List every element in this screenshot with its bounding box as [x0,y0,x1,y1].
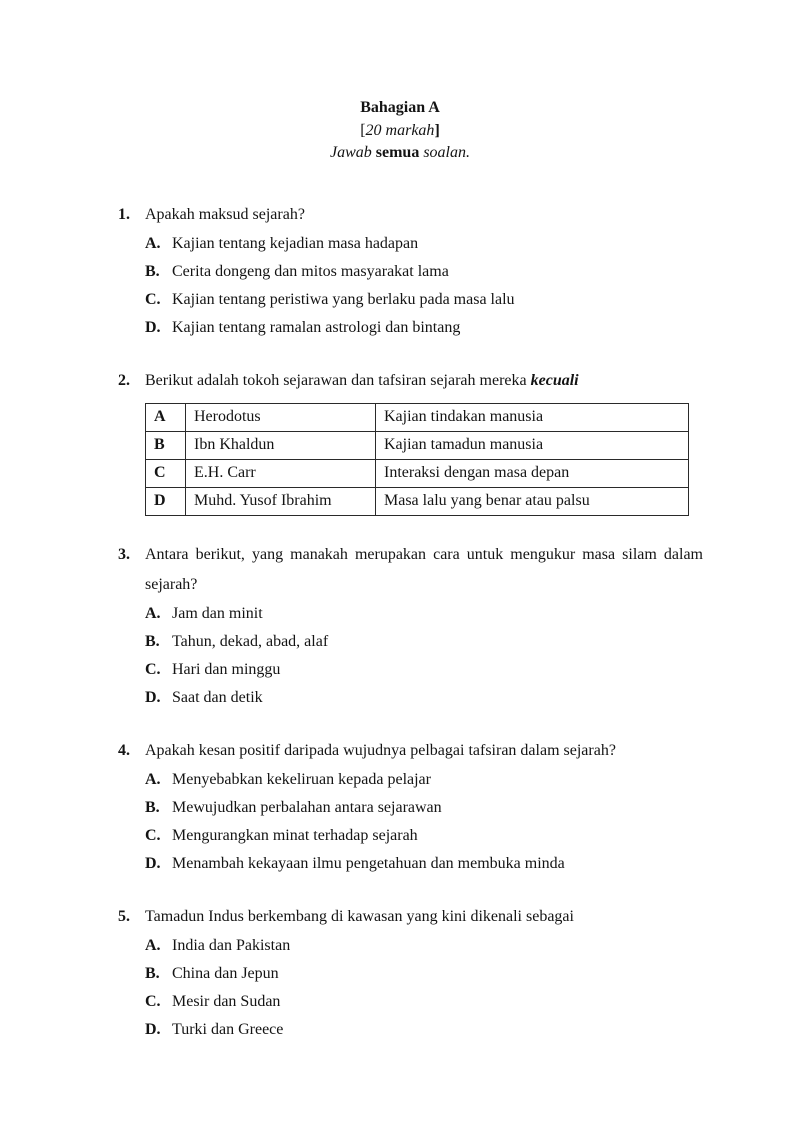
option-letter: C. [145,992,161,1010]
question-number: 1. [118,205,130,223]
option-d [145,684,703,712]
question-3 [118,540,703,712]
option-letter: C. [145,826,161,844]
cell-description: Interaksi dengan masa depan [376,459,689,487]
section-title: Bahagian A [360,99,440,116]
cell-letter: C [146,459,186,487]
question-1 [118,200,703,342]
option-text: Mengurangkan minat terhadap sejarah [172,826,418,844]
questions-area [118,200,703,1044]
option-text: Kajian tentang peristiwa yang berlaku pada masa lalu [172,290,515,308]
section-header [0,0,800,165]
option-letter: A. [145,770,161,788]
option-letter: B. [145,798,160,816]
question-number: 2. [118,371,130,389]
option-c [145,988,703,1016]
option-letter: A. [145,936,161,954]
option-text: Kajian tentang kejadian masa hadapan [172,234,419,252]
cell-name: Ibn Khaldun [186,431,376,459]
instruction-prefix: Jawab [329,144,376,161]
option-a [145,932,703,960]
cell-name: Muhd. Yusof Ibrahim [186,487,376,515]
options-list [145,230,703,342]
option-a [145,230,703,258]
option-d [145,314,703,342]
options-list [145,766,703,878]
table-row-d [146,487,689,515]
option-text: Hari dan minggu [172,660,281,678]
option-a [145,600,703,628]
option-letter: A. [145,604,161,622]
option-letter: D. [145,688,161,706]
table-row-a [146,403,689,431]
question-number: 4. [118,741,130,759]
option-text: Tahun, dekad, abad, alaf [172,632,329,650]
option-letter: D. [145,1020,161,1038]
marks-bracket-close: ] [434,121,440,139]
question-text-prefix: Berikut adalah tokoh sejarawan dan tafsiran sejarah mereka [145,371,531,389]
option-text: Menyebabkan kekeliruan kepada pelajar [172,770,431,788]
option-letter: B. [145,964,160,982]
cell-name: Herodotus [186,403,376,431]
cell-description: Kajian tindakan manusia [376,403,689,431]
question-4 [118,736,703,878]
option-d [145,1016,703,1044]
question-text: Tamadun Indus berkembang di kawasan yang kini dikenali sebagai [145,907,574,925]
option-text: India dan Pakistan [172,936,291,954]
marks-bracket-open: [ [360,121,366,139]
cell-description: Kajian tamadun manusia [376,431,689,459]
table-row-c [146,459,689,487]
option-b [145,794,703,822]
cell-description: Masa lalu yang benar atau palsu [376,487,689,515]
option-b [145,960,703,988]
question-number: 5. [118,907,130,925]
option-letter: C. [145,290,161,308]
question-text-emphasis: kecuali [530,371,579,389]
answer-table [145,403,689,516]
options-list [145,600,703,712]
marks-text: 20 markah [365,121,435,139]
option-c [145,286,703,314]
option-text: Kajian tentang ramalan astrologi dan bintang [172,318,461,336]
option-letter: B. [145,632,160,650]
cell-letter: D [146,487,186,515]
cell-letter: A [146,403,186,431]
question-5 [118,902,703,1044]
option-a [145,766,703,794]
option-text: Menambah kekayaan ilmu pengetahuan dan membuka minda [172,854,565,872]
question-text: Antara berikut, yang manakah merupakan cara untuk mengukur masa silam dalam sejarah? [145,545,703,593]
table-row-b [146,431,689,459]
option-letter: D. [145,854,161,872]
option-c [145,656,703,684]
option-text: China dan Jepun [172,964,279,982]
option-c [145,822,703,850]
options-list [145,932,703,1044]
cell-name: E.H. Carr [186,459,376,487]
option-text: Jam dan minit [172,604,263,622]
option-letter: C. [145,660,161,678]
question-number: 3. [118,545,130,563]
instruction-line [0,142,800,165]
question-2 [118,366,703,516]
option-letter: D. [145,318,161,336]
option-text: Turki dan Greece [172,1020,284,1038]
option-d [145,850,703,878]
question-text: Apakah maksud sejarah? [145,205,305,223]
question-text [145,366,703,396]
option-b [145,258,703,286]
option-text: Cerita dongeng dan mitos masyarakat lama [172,262,449,280]
option-text: Mewujudkan perbalahan antara sejarawan [172,798,442,816]
option-letter: B. [145,262,160,280]
marks-line [0,120,800,143]
instruction-bold-word: semua [375,144,420,161]
instruction-suffix: soalan. [419,144,470,161]
question-text: Apakah kesan positif daripada wujudnya pelbagai tafsiran dalam sejarah? [145,741,616,759]
option-text: Saat dan detik [172,688,263,706]
option-text: Mesir dan Sudan [172,992,281,1010]
option-b [145,628,703,656]
option-letter: A. [145,234,161,252]
cell-letter: B [146,431,186,459]
